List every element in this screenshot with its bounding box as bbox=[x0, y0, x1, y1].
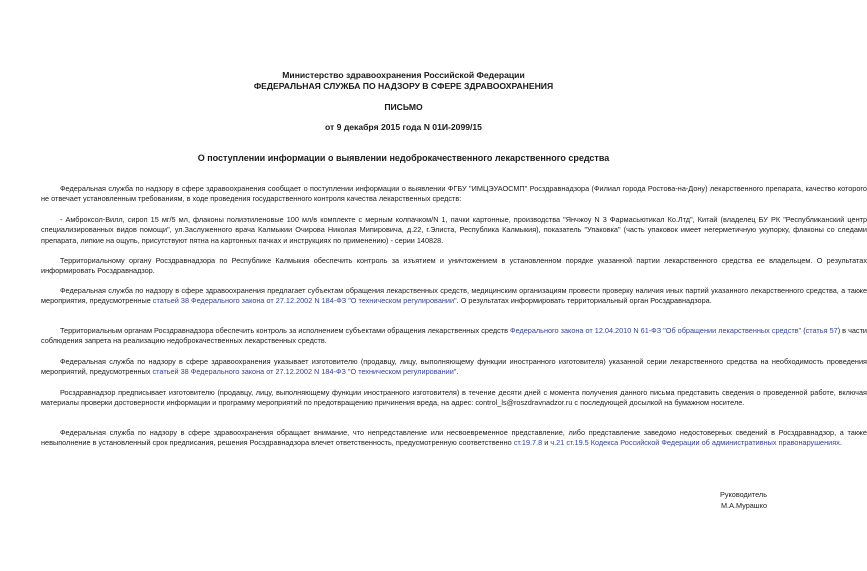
law-184-fz-link[interactable]: статьей 38 Федерального закона от 27.12.2002 N 184-ФЗ "О техническом регулировании" bbox=[152, 296, 457, 306]
paragraph-5-text-a: Территориальным органам Росздравнадзора обеспечить контроль за исполнением субъектами обращения лекарственных средств bbox=[60, 326, 511, 335]
paragraph-3 bbox=[41, 256, 867, 277]
paragraph-7 bbox=[41, 388, 867, 409]
paragraph-5-text-mid: ( bbox=[801, 326, 806, 335]
paragraph-7-text: Росздравнадзор предписывает изготовителю (продавцу, лицу, выполняющему функции иностранного изготовителя) в течение десяти дней с момента получения данного письма представить сведения о проведенной работе, включая материалы проверки достоверности информации и программу мероприятий по предотвращению причинения вреда, на адрес: control_ls@roszdravnadzor.ru с последующей досылкой на бумажном носителе. bbox=[41, 388, 867, 408]
paragraph-4-text-b: . О результатах информировать территориальный орган Росздравнадзора. bbox=[456, 296, 712, 306]
paragraph-4 bbox=[41, 286, 867, 307]
paragraph-2-text: - Амброксол-Вилл, сироп 15 мг/5 мл, флаконы полиэтиленовые 100 мл/в комплекте с мерным колпачком/N 1, пачки картонные, производства "Янчжоу N 3 Фармасьютикал Ко.Лтд", Китай (владелец БУ РК "Республиканский центр специализированных видов помощи", ул.Заслуженного врача Калмыкии Очирова Николая Мипировича, д.22, г.Элиста, Республика Калмыкия), показатель "Упаковка" (часть упаковок имеет негерметичную укупорку, флаконы со следами препарата, липкие на ощупь, присутствуют пятна на картонных пачках и инструкциях по применению) - серии 140828. bbox=[41, 215, 867, 245]
koap-article-19-5-link[interactable]: ч.21 ст.19.5 Кодекса Российской Федерации об административных правонарушениях bbox=[550, 438, 840, 448]
paragraph-6 bbox=[41, 357, 867, 378]
paragraph-8-text-mid: и bbox=[542, 438, 551, 448]
koap-article-19-7-8-link[interactable]: ст.19.7.8 bbox=[513, 438, 543, 448]
paragraph-4-text-a: Федеральная служба по надзору в сфере здравоохранения предлагает субъектам обращения лекарственных средств, медицинским организациям провести проверку наличия иных партий указанного лекарственного средства, а также мероприятия, предусмотренные bbox=[41, 286, 867, 306]
paragraph-5 bbox=[41, 326, 867, 347]
signature-title: Руководитель bbox=[719, 490, 767, 499]
paragraph-2 bbox=[41, 215, 867, 246]
law-61-fz-link[interactable]: Федерального закона от 12.04.2010 N 61-ФЗ "Об обращении лекарственных средств" bbox=[510, 326, 802, 335]
article-57-link[interactable]: статья 57 bbox=[805, 326, 838, 335]
document-type: ПИСЬМО bbox=[384, 102, 423, 112]
paragraph-8-text-b: . bbox=[839, 438, 842, 448]
paragraph-5-text-b: ) в части соблюдения запрета на реализацию недоброкачественных лекарственных средств. bbox=[41, 326, 867, 346]
paragraph-6-text-b: . bbox=[456, 367, 459, 377]
ministry-name: Министерство здравоохранения Российской Федерации bbox=[282, 70, 525, 80]
law-184-fz-link-2[interactable]: статьей 38 Федерального закона от 27.12.2002 N 184-ФЗ "О техническом регулировании" bbox=[152, 367, 457, 377]
paragraph-8-text-a: Федеральная служба по надзору в сфере здравоохранения обращает внимание, что непредставление или несвоевременное представление, либо представление заведомо недостоверных сведений в Росздравнадзор, а также невыполнение в установленный срок предписания, решения Росздравнадзора влечет ответственность, предусмотренную соответственно bbox=[41, 428, 867, 448]
document-subject: О поступлении информации о выявлении недоброкачественного лекарственного средства bbox=[197, 153, 610, 163]
paragraph-8 bbox=[41, 428, 867, 449]
service-name: ФЕДЕРАЛЬНАЯ СЛУЖБА ПО НАДЗОРУ В СФЕРЕ ЗДРАВООХРАНЕНИЯ bbox=[253, 81, 554, 91]
paragraph-1-text: Федеральная служба по надзору в сфере здравоохранения сообщает о поступлении информации о выявлении ФГБУ "ИМЦЭУАОСМП" Росздравнадзора (Филиал города Ростова-на-Дону) лекарственного препарата, качество которого не отвечает установленным требованиям, в ходе проведения государственного контроля качества лекарственных средств: bbox=[41, 184, 867, 204]
paragraph-6-text-a: Федеральная служба по надзору в сфере здравоохранения указывает изготовителю (продавцу, лицу, выполняющему функции иностранного изготовителя) указанной серии лекарственного средства на необходимость проведения мероприятий, предусмотренных bbox=[41, 357, 867, 377]
paragraph-3-text: Территориальному органу Росздравнадзора по Республике Калмыкия обеспечить контроль за изъятием и уничтожением в установленном порядке указанной партии лекарственного средства ее владельцем. О результатах информировать Росздравнадзор. bbox=[41, 256, 867, 276]
document-date-number: от 9 декабря 2015 года N 01И-2099/15 bbox=[325, 122, 482, 132]
paragraph-1 bbox=[41, 184, 867, 205]
signature-name: М.А.Мурашко bbox=[720, 501, 767, 510]
